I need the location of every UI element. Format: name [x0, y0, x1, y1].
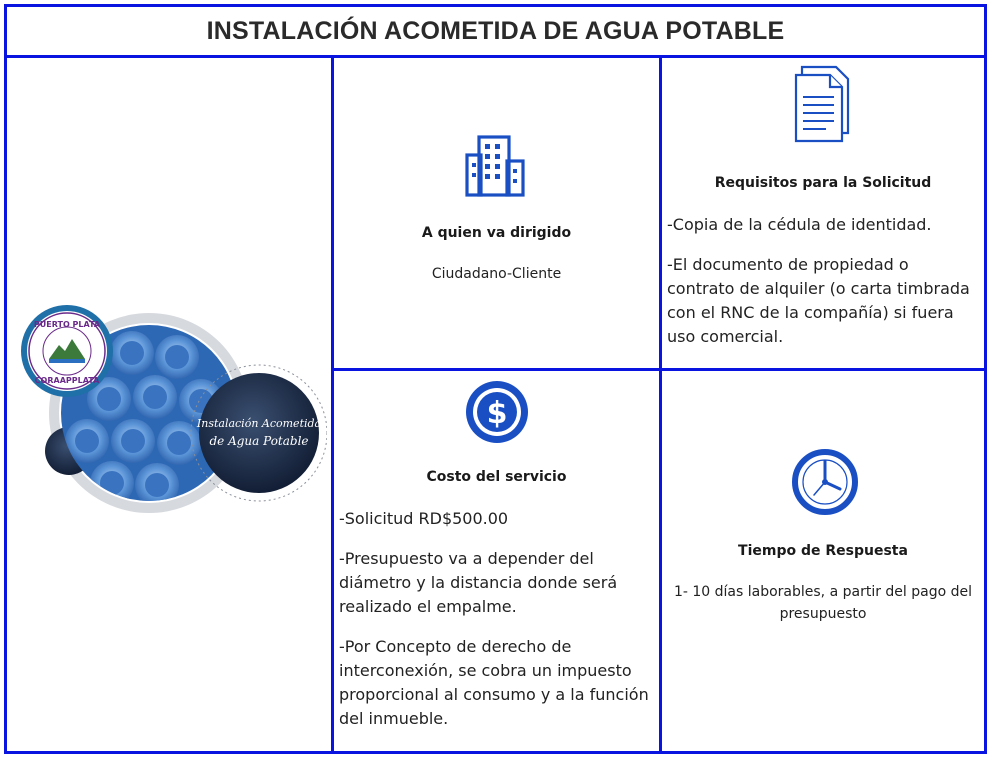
dirigido-heading: A quien va dirigido	[421, 225, 572, 241]
clock-icon	[792, 449, 858, 515]
dollar-icon	[464, 379, 530, 445]
requisitos-heading: Requisitos para la Solicitud	[714, 175, 932, 191]
requisitos-item: -Copia de la cédula de identidad.	[667, 215, 932, 234]
svg-text:$: $	[486, 396, 508, 431]
building-icon	[465, 133, 527, 199]
seal-bottom-text: CORAAPPLATA	[34, 376, 100, 385]
costo-list	[339, 507, 653, 747]
costo-item: -Presupuesto va a depender del diámetro y la distancia donde será realizado el empalme.	[339, 549, 618, 616]
logo-panel	[7, 61, 331, 751]
requisitos-list	[667, 213, 978, 365]
dirigido-text: Ciudadano-Cliente	[431, 266, 562, 282]
logo-caption-line1: Instalación Acometida	[196, 417, 322, 430]
title-bar	[7, 7, 984, 58]
section-tiempo	[662, 371, 984, 751]
requisitos-item: -El documento de propiedad o contrato de alquiler (o carta timbrada con el RNC de la compañía) si fuera uso comercial.	[667, 255, 970, 346]
seal-top-text: PUERTO PLATA	[33, 320, 101, 329]
logo-caption-line2: de Agua Potable	[209, 434, 309, 448]
costo-item: -Por Concepto de derecho de interconexión, se cobra un impuesto proporcional al consumo y a la función del inmueble.	[339, 637, 649, 728]
program-logo	[17, 301, 327, 571]
document-icon	[792, 63, 856, 145]
page-title: INSTALACIÓN ACOMETIDA DE AGUA POTABLE	[206, 16, 785, 45]
section-dirigido	[334, 61, 659, 368]
pipes-illustration	[17, 301, 327, 571]
costo-item: -Solicitud RD$500.00	[339, 509, 509, 528]
section-costo	[334, 371, 659, 751]
tiempo-text: 1- 10 días laborables, a partir del pago del presupuesto	[673, 584, 973, 622]
tiempo-heading: Tiempo de Respuesta	[738, 543, 908, 559]
service-sheet	[4, 4, 987, 754]
section-requisitos	[662, 61, 984, 368]
costo-heading: Costo del servicio	[426, 469, 567, 485]
